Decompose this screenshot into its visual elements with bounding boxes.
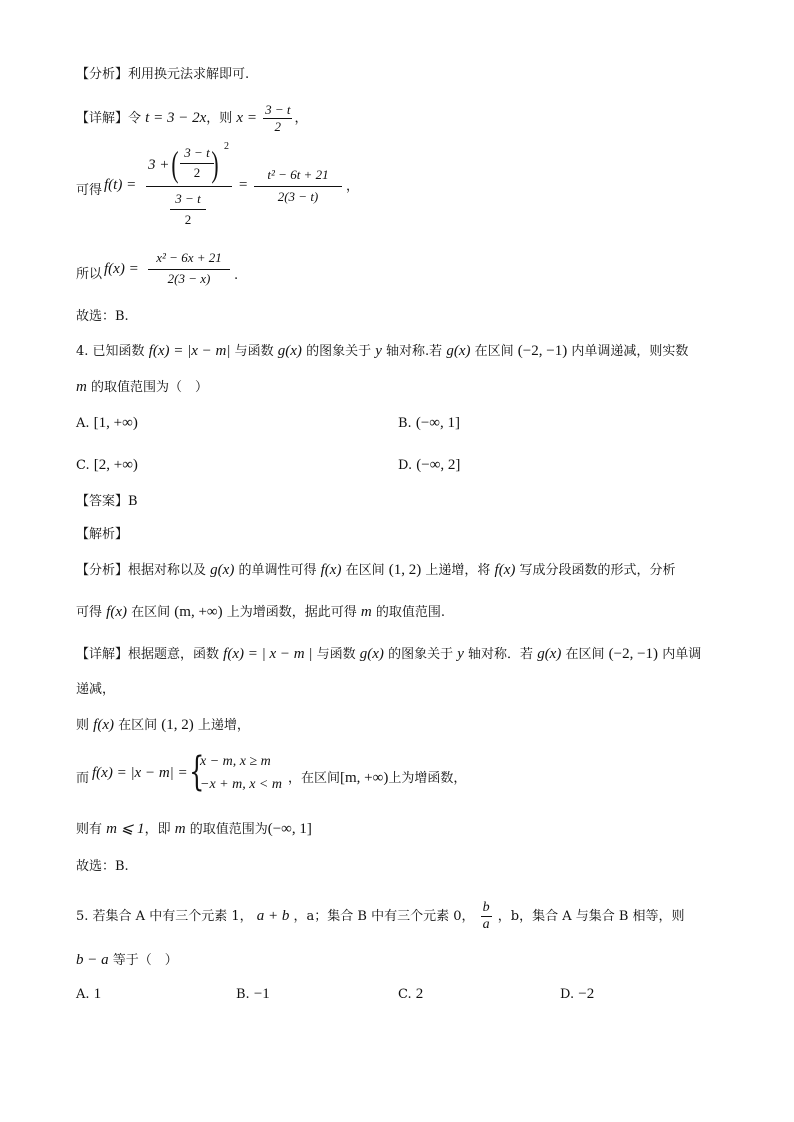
q4-detail-line-3: 则 f(x) 在区间 (1, 2) 上递增， [76, 717, 250, 733]
detail-line-1: 【详解】令 t = 3 − 2x，则 x = $\frac{3 - t}{2}$ ， [76, 102, 308, 134]
q4-option-c: C. [2, +∞) [76, 457, 138, 473]
detail-label: 【详解】 [76, 111, 129, 126]
q4-function: f(x) = |x − m| [148, 343, 231, 359]
q4-analysis-line-1: 【分析】根据对称以及 g(x) 的单调性可得 f(x) 在区间 (1, 2) 上递增，将 f(x) 写成分段函数的形式，分析 [76, 562, 676, 578]
q4-final-answer: 故选：B. [76, 859, 129, 874]
analysis-line-1 [76, 66, 249, 84]
q4-stem-line-2: m 的取值范围为（ ） [76, 379, 208, 395]
q5-option-d: D. −2 [560, 986, 595, 1002]
q4-answer: 【答案】B [76, 494, 138, 509]
ft-formula: 可得 f(t) = 3 + ( 3 − t 2 ) 2 3 − t 2 = t² − 6t + 21 2(3 − t) ， [76, 141, 360, 227]
q5-stem-line-1: 5. 若集合 A 中有三个元素 1， a + b ，a；集合 B 中有三个元素 0， $\frac{b}{a}$ ，b，集合 A 与集合 B 相等，则 [76, 900, 685, 932]
q4-stem-line-1: 4. 已知函数 f(x) = |x − m| 与函数 g(x) 的图象关于 y 轴对称.若 g(x) 在区间 (−2, −1) 内单调递减，则实数 [76, 343, 689, 359]
fraction-x: $\frac{3 - t}{2}$ [265, 102, 291, 134]
q5-option-a: A. 1 [76, 986, 102, 1002]
q4-detail-line-2: 递减， [76, 682, 116, 697]
answer-line-1: 故选：B. [76, 309, 129, 324]
q5-fraction: $\frac{b}{a}$ [482, 900, 490, 932]
q4-jiexi: 【解析】 [76, 527, 129, 542]
analysis-label: 【分析】 [76, 67, 129, 82]
q4-detail-line-1: 【详解】根据题意，函数 f(x) = | x − m | 与函数 g(x) 的图象关于 y 轴对称．若 g(x) 在区间 (−2, −1) 内单调 [76, 646, 702, 662]
q5-stem-line-2: b − a 等于（ ） [76, 952, 178, 968]
q4-detail-line-4: 则有 m ⩽ 1，即 m 的取值范围为(−∞, 1] [76, 821, 312, 837]
q4-option-b: B. (−∞, 1] [398, 415, 460, 431]
q4-option-d: D. (−∞, 2] [398, 457, 461, 473]
q4-analysis-line-2: 可得 f(x) 在区间 (m, +∞) 上为增函数，据此可得 m 的取值范围. [76, 604, 446, 620]
q5-option-c: C. 2 [398, 986, 424, 1002]
q4-option-a: A. [1, +∞) [76, 415, 138, 431]
fx-formula: 所以 f(x) = x² − 6x + 21 2(3 − x) . [76, 250, 239, 286]
q4-piecewise: 而 f(x) = |x − m| = { x − m, x ≥ m −x + m, x < m ，在区间[m, +∞)上为增函数， [76, 749, 467, 795]
q5-option-b: B. −1 [236, 986, 270, 1002]
analysis-text: 利用换元法求解即可. [128, 67, 250, 82]
math-substitution: t = 3 − 2x [145, 110, 207, 126]
